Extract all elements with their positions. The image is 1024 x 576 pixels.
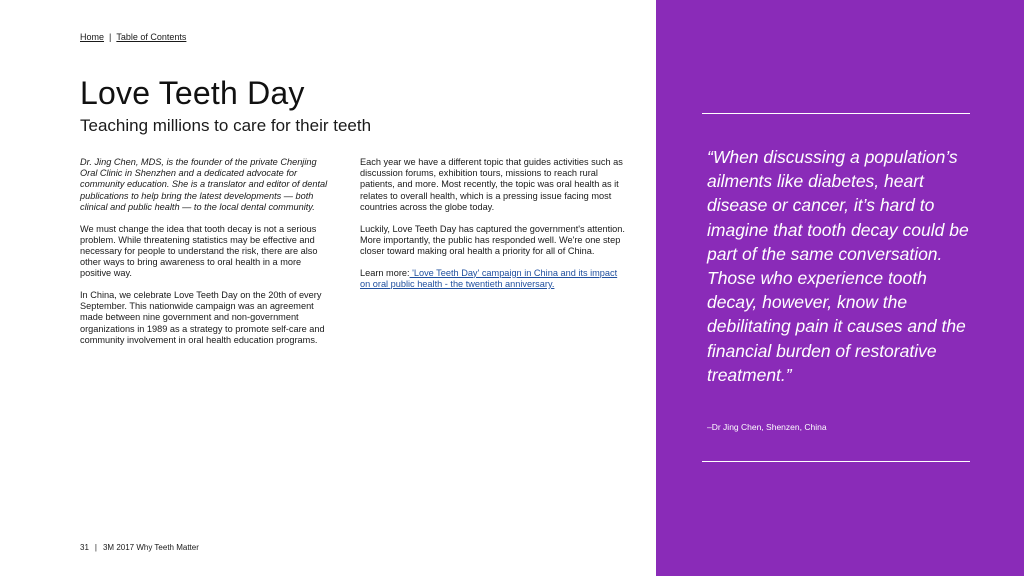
body-column-right — [360, 157, 628, 301]
breadcrumb — [80, 32, 186, 42]
body-paragraph: In China, we celebrate Love Teeth Day on the 20th of every September. This nationwide campaign was an agreement made between nine government and non-government organizations in 1989 as a strategy to promote self-care and community involvement in oral health education programs. — [80, 290, 325, 345]
pull-quote-text: “When discussing a population’s ailments like diabetes, heart disease or cancer, it’s hard to imagine that tooth decay could be part of the same conversation. Those who experience tooth decay, however, know the debilitating pain it causes and the financial burden of restorative treatment.” — [707, 147, 969, 385]
quote-top-divider — [702, 113, 970, 114]
body-paragraph: We must change the idea that tooth decay is not a serious problem. While threatening statistics may be effective and necessary for people to understand the risk, there are also other ways to bring awareness to oral health in a more positive way. — [80, 223, 318, 279]
quote-bottom-divider — [702, 461, 970, 462]
pull-quote-attribution: –Dr Jing Chen, Shenzen, China — [707, 422, 827, 432]
page-title: Love Teeth Day — [80, 75, 305, 111]
breadcrumb-home-link[interactable]: Home — [80, 32, 105, 42]
learn-more-link[interactable]: 'Love Teeth Day' campaign in China and its impact on oral public health - the twentieth anniversary. — [360, 267, 618, 289]
body-paragraph: Luckily, Love Teeth Day has captured the government's attention. More importantly, the public has responded well. We're one step closer toward making oral health a priority for all of China. — [360, 223, 625, 256]
author-intro-paragraph: Dr. Jing Chen, MDS, is the founder of the private Chenjing Oral Clinic in Shenzhen and a dedicated advocate for community education. She is a translator and editor of dental publications to help bring the latest developments — both clinical and public health — to the local dental community. — [80, 157, 328, 212]
body-column-left — [80, 157, 332, 357]
learn-more-paragraph — [360, 268, 628, 290]
page-subtitle: Teaching millions to care for their teeth — [80, 116, 372, 135]
pull-quote-panel — [656, 0, 1024, 576]
page-footer — [80, 543, 199, 552]
breadcrumb-separator: | — [109, 32, 112, 42]
publication-title: 3M 2017 Why Teeth Matter — [102, 543, 199, 552]
breadcrumb-toc-link[interactable]: Table of Contents — [116, 32, 187, 42]
footer-separator: | — [94, 543, 97, 552]
page-number: 31 — [80, 543, 89, 552]
learn-more-label: Learn more: — [360, 267, 410, 278]
body-paragraph: Each year we have a different topic that guides activities such as discussion forums, exhibition tours, missions to reach rural patients, and more. Most recently, the topic was oral health as it relates to overall health, which is a pressing issue facing most countries across the globe today. — [360, 157, 623, 212]
